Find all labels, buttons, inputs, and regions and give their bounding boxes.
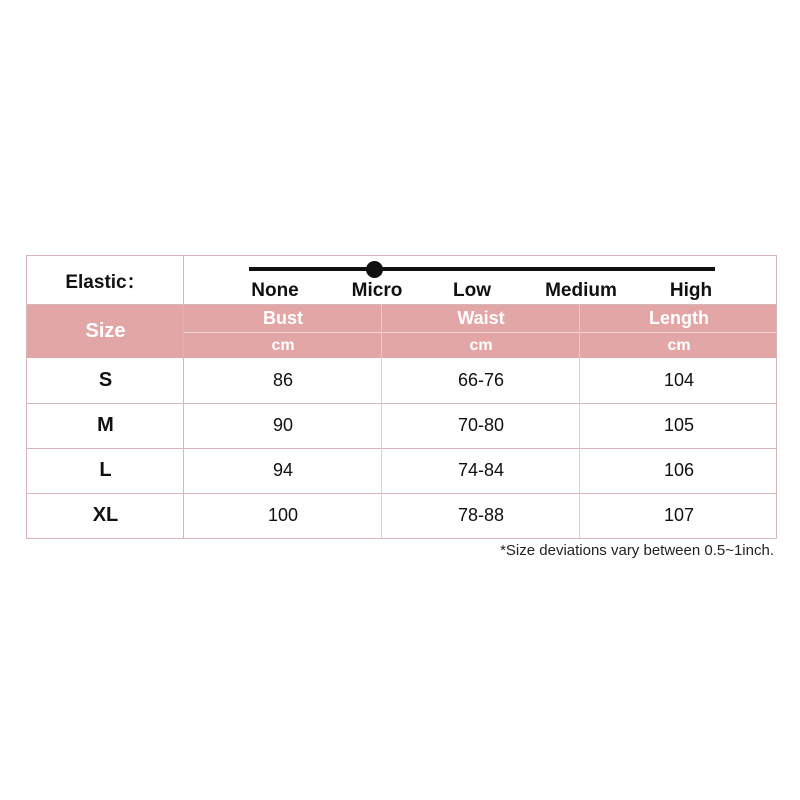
table-row [27,403,776,448]
elastic-level-micro: Micro [351,280,403,301]
elastic-label: Elastic： [65,272,146,293]
size-header: Size [85,320,126,342]
unit-waist: cm [469,336,493,354]
bust-cell: 100 [267,505,299,525]
length-cell: 104 [663,370,695,390]
size-cell: S [98,369,113,391]
size-chart [26,255,777,539]
table-row [27,358,776,403]
bust-cell: 90 [272,415,294,435]
elastic-marker-icon [366,261,383,278]
size-cell: L [99,459,112,481]
unit-length: cm [667,336,691,354]
column-divider [183,256,184,538]
table-row [27,493,776,538]
elastic-level-low: Low [453,280,491,301]
waist-cell: 78-88 [457,505,505,525]
column-header-waist: Waist [457,308,505,328]
length-cell: 105 [663,415,695,435]
column-divider [381,305,382,538]
elastic-level-none: None [251,280,299,301]
size-deviation-note: *Size deviations vary between 0.5~1inch. [500,542,774,559]
column-header-length: Length [649,308,709,328]
elastic-scale-track [249,267,715,271]
length-cell: 106 [663,460,695,480]
elastic-level-medium: Medium [545,280,617,301]
elastic-level-high: High [669,280,713,301]
waist-cell: 66-76 [457,370,505,390]
waist-cell: 74-84 [457,460,505,480]
table-header [27,305,776,358]
column-header-bust: Bust [263,308,303,328]
column-divider [579,305,580,538]
size-cell: XL [92,504,119,526]
elastic-row [27,256,776,305]
size-cell: M [97,414,114,436]
length-cell: 107 [663,505,695,525]
bust-cell: 94 [272,460,294,480]
bust-cell: 86 [272,370,294,390]
waist-cell: 70-80 [457,415,505,435]
unit-bust: cm [271,336,295,354]
table-row [27,448,776,493]
